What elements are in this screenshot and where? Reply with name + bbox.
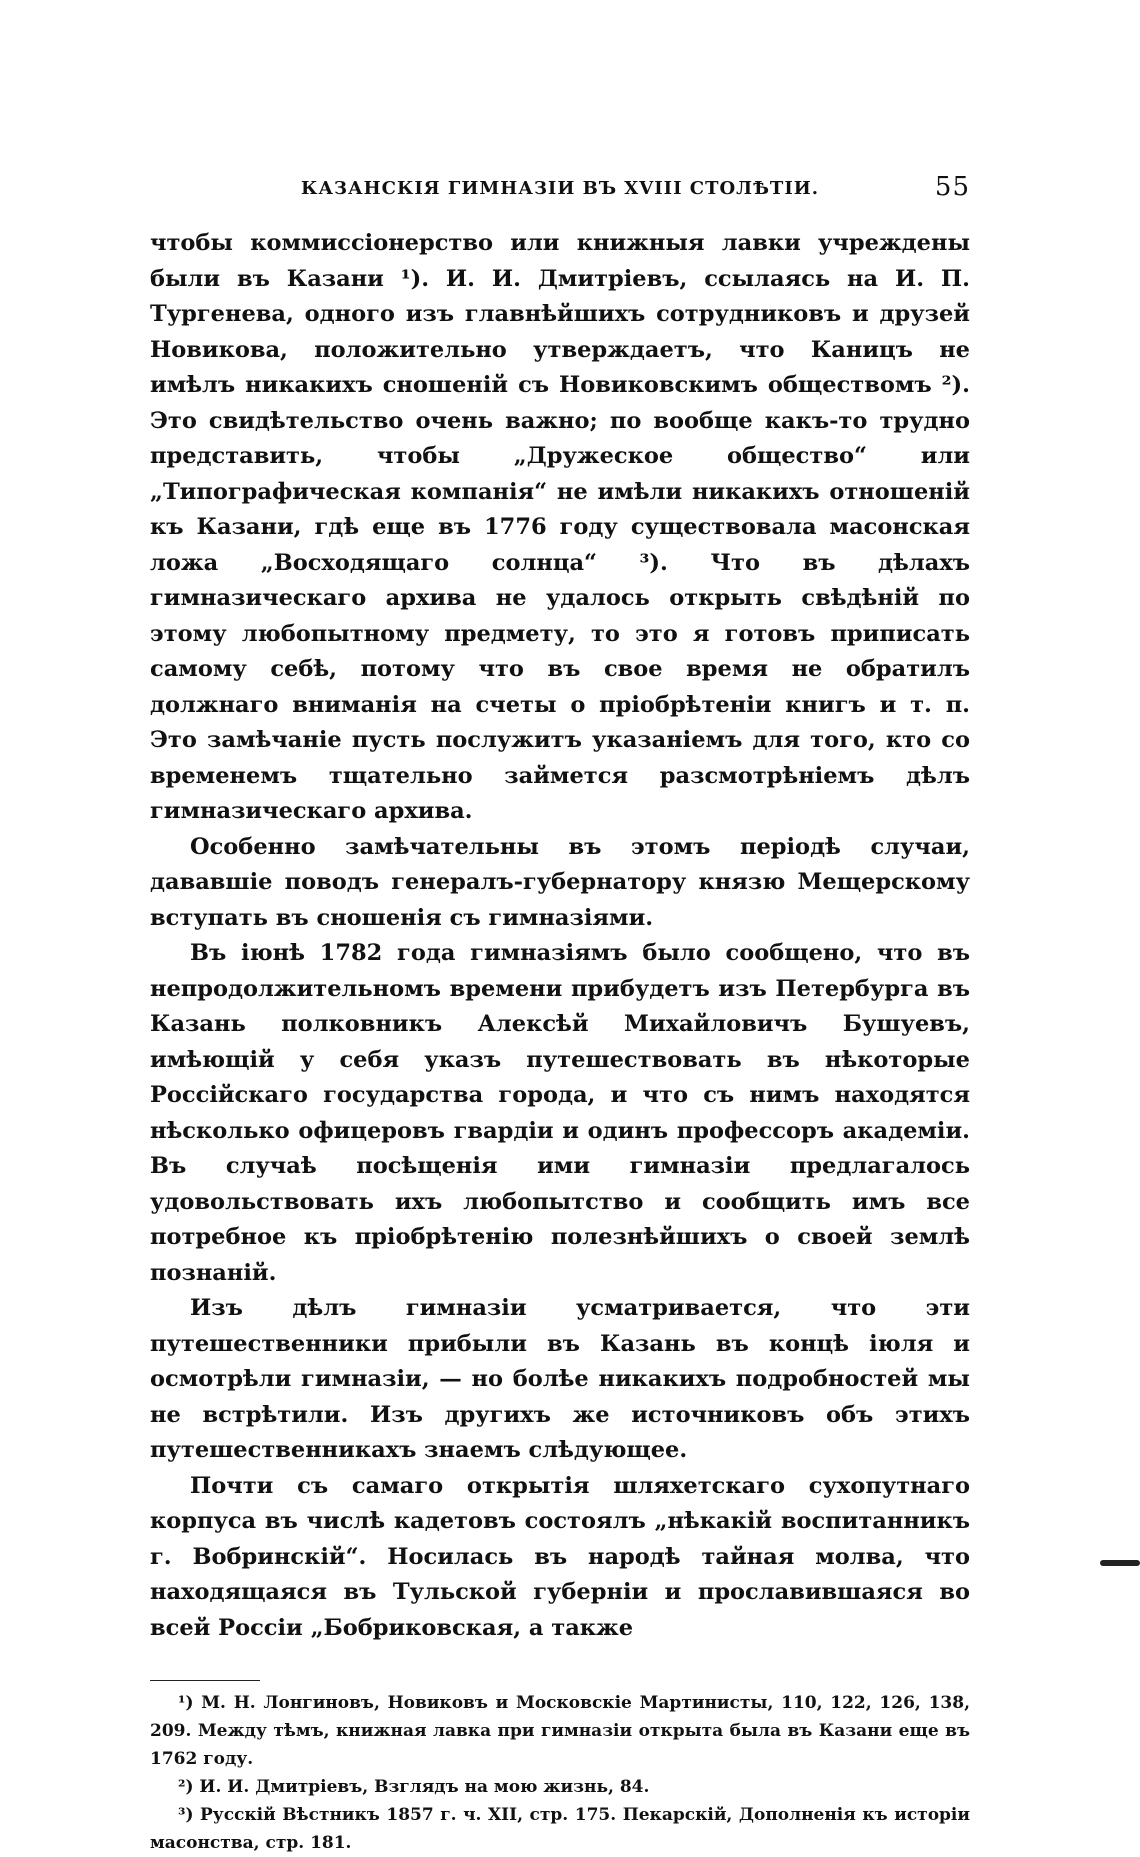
footnote: ¹) М. Н. Лонгиновъ, Новиковъ и Московскіе Мартинисты, 110, 122, 126, 138, 209. Между тѣмъ, книжная лавка при гимназіи открыта была въ Казани еще въ 1762 году. <box>150 1693 970 1769</box>
paragraph: Въ іюнѣ 1782 года гимназіямъ было сообщено, что въ непродолжительномъ времени прибудетъ изъ Петербурга въ Казань полковникъ Алексѣй Михайловичъ Бушуевъ, имѣющій у себя указъ путешествовать въ нѣкоторые Россійскаго государства города, и что съ нимъ находятся нѣсколько офицеровъ гвардіи и одинъ профессоръ академіи. Въ случаѣ посѣщенія ими гимназіи предлагалось удовольствовать ихъ любопытство и сообщить имъ все потребное къ пріобрѣтенію полезнѣйшихъ о своей землѣ познаній. <box>150 940 970 1286</box>
paragraph: Почти съ самаго открытія шляхетскаго сухопутнаго корпуса въ числѣ кадетовъ состоялъ „нѣкакій воспитанникъ г. Вобринскій“. Носилась въ народѣ тайная молва, что находящаяся въ Тульской губерніи и прославившаяся во всей Россіи „Бобриковская, а также <box>150 1472 970 1641</box>
paragraph-continued: чтобы коммиссіонерство или книжныя лавки учреждены были въ Казани ¹). И. И. Дмитріевъ, ссылаясь на И. П. Тургенева, одного изъ главнѣйшихъ сотрудниковъ и друзей Новикова, положительно утверждаетъ, что Каницъ не имѣлъ никакихъ сношеній съ Новиковскимъ обществомъ ²). Это свидѣтельство очень важно; по вообще какъ-то трудно представить, чтобы „Дружеское общество“ или „Типографическая компанія“ не имѣли никакихъ отношеній къ Казани, гдѣ еще въ 1776 году существовала масонская ложа „Восходящаго солнца“ ³). Что въ дѣлахъ гимназическаго архива не удалось открыть свѣдѣній по этому любопытному предмету, то это я готовъ приписать самому себѣ, потому что въ свое время не обратилъ должнаго вниманія на счеты о пріобрѣтеніи книгъ и т. п. Это замѣчаніе пусть послужитъ указаніемъ для того, кто со временемъ тщательно займется разсмотрѣніемъ дѣлъ гимназическаго архива. <box>150 230 970 824</box>
footnote: ³) Русскій Вѣстникъ 1857 г. ч. XII, стр. 175. Пекарскій, Дополненія къ исторіи масонства, стр. 181. <box>150 1805 970 1853</box>
running-header <box>150 170 970 210</box>
main-text <box>150 226 970 1646</box>
footnotes <box>150 1689 970 1857</box>
footnote: ²) И. И. Дмитріевъ, Взглядъ на мою жизнь, 84. <box>178 1777 650 1797</box>
page-edge-mark <box>1100 1560 1140 1566</box>
paragraph: Особенно замѣчательны въ этомъ періодѣ случаи, дававшіе поводъ генералъ-губернатору князю Мещерскому вступать въ сношенія съ гимназіями. <box>150 833 970 931</box>
paragraph: Изъ дѣлъ гимназіи усматривается, что эти путешественники прибыли въ Казань въ концѣ іюля и осмотрѣли гимназіи, — но болѣе никакихъ подробностей мы не встрѣтили. Изъ другихъ же источниковъ объ этихъ путешественникахъ знаемъ слѣдующее. <box>150 1295 970 1463</box>
running-title: КАЗАНСКІЯ ГИМНАЗІИ ВЪ XVIII СТОЛѢТІИ. <box>300 178 820 199</box>
page-number: 55 <box>934 172 970 202</box>
book-page <box>150 170 970 1857</box>
footnote-divider <box>150 1680 260 1681</box>
